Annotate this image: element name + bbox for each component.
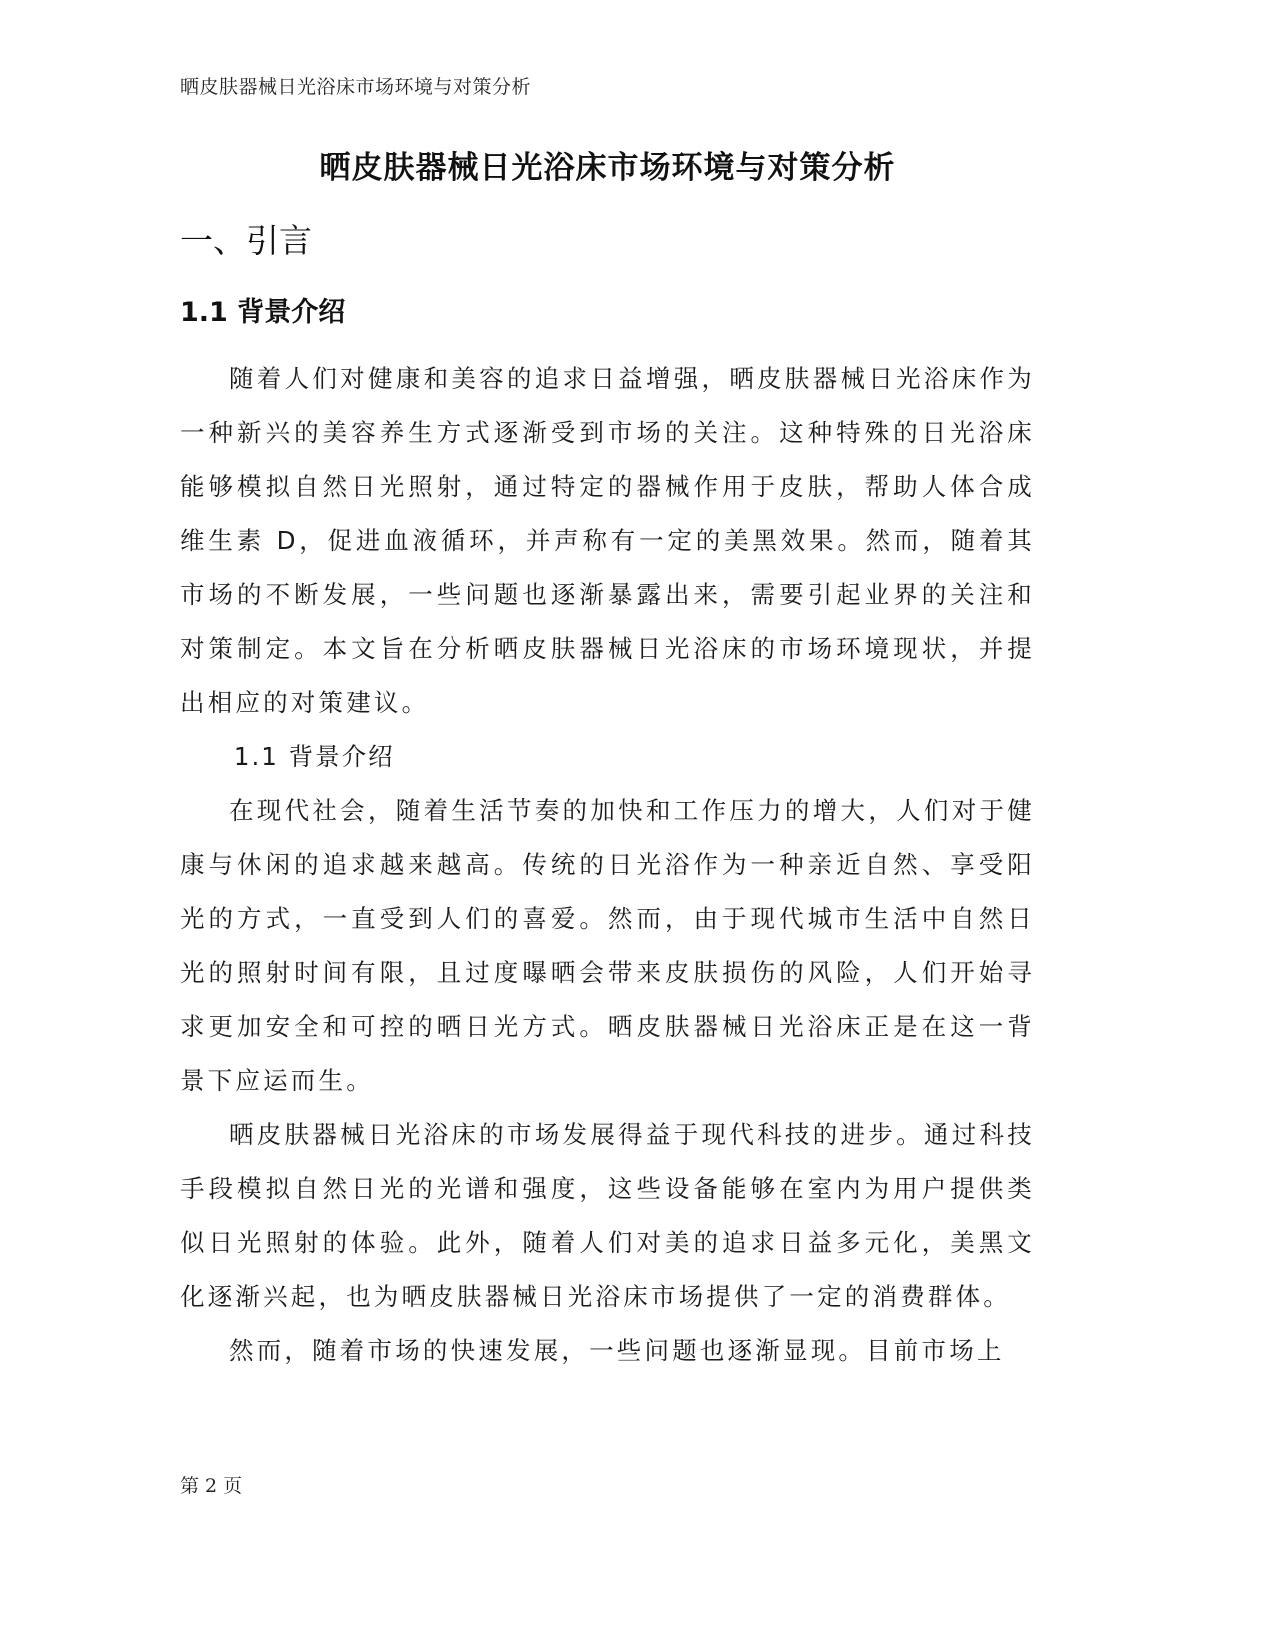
paragraph-background: 在现代社会，随着生活节奏的加快和工作压力的增大，人们对于健康与休闲的追求越来越高。传统的日光浴作为一种亲近自然、享受阳光的方式，一直受到人们的喜爱。然而，由于现代城市生活中自然日光的照射时间有限，且过度曝晒会带来皮肤损伤的风险，人们开始寻求更加安全和可控的晒日光方式。晒皮肤器械日光浴床正是在这一背景下应运而生。 — [180, 796, 1035, 1095]
subsection-heading: 1.1 背景介绍 — [180, 297, 346, 328]
inline-subheading: 1.1 背景介绍 — [233, 742, 395, 771]
paragraph-issues: 然而，随着市场的快速发展，一些问题也逐渐显现。目前市场上 — [229, 1336, 1005, 1365]
body-text — [180, 352, 1035, 1378]
page-number: 第 2 页 — [180, 1475, 243, 1497]
section-heading: 一、引言 — [180, 221, 312, 260]
paragraph-technology: 晒皮肤器械日光浴床的市场发展得益于现代科技的进步。通过科技手段模拟自然日光的光谱和强度，这些设备能够在室内为用户提供类似日光照射的体验。此外，随着人们对美的追求日益多元化，美黑文化逐渐兴起，也为晒皮肤器械日光浴床市场提供了一定的消费群体。 — [180, 1120, 1035, 1311]
running-header: 晒皮肤器械日光浴床市场环境与对策分析 — [180, 76, 532, 98]
document-title: 晒皮肤器械日光浴床市场环境与对策分析 — [319, 150, 896, 186]
paragraph-intro: 随着人们对健康和美容的追求日益增强，晒皮肤器械日光浴床作为一种新兴的美容养生方式逐渐受到市场的关注。这种特殊的日光浴床能够模拟自然日光照射，通过特定的器械作用于皮肤，帮助人体合成维生素 D，促进血液循环，并声称有一定的美黑效果。然而，随着其市场的不断发展，一些问题也逐渐暴露出来，需要引起业界的关注和对策制定。本文旨在分析晒皮肤器械日光浴床的市场环境现状，并提出相应的对策建议。 — [180, 364, 1035, 717]
